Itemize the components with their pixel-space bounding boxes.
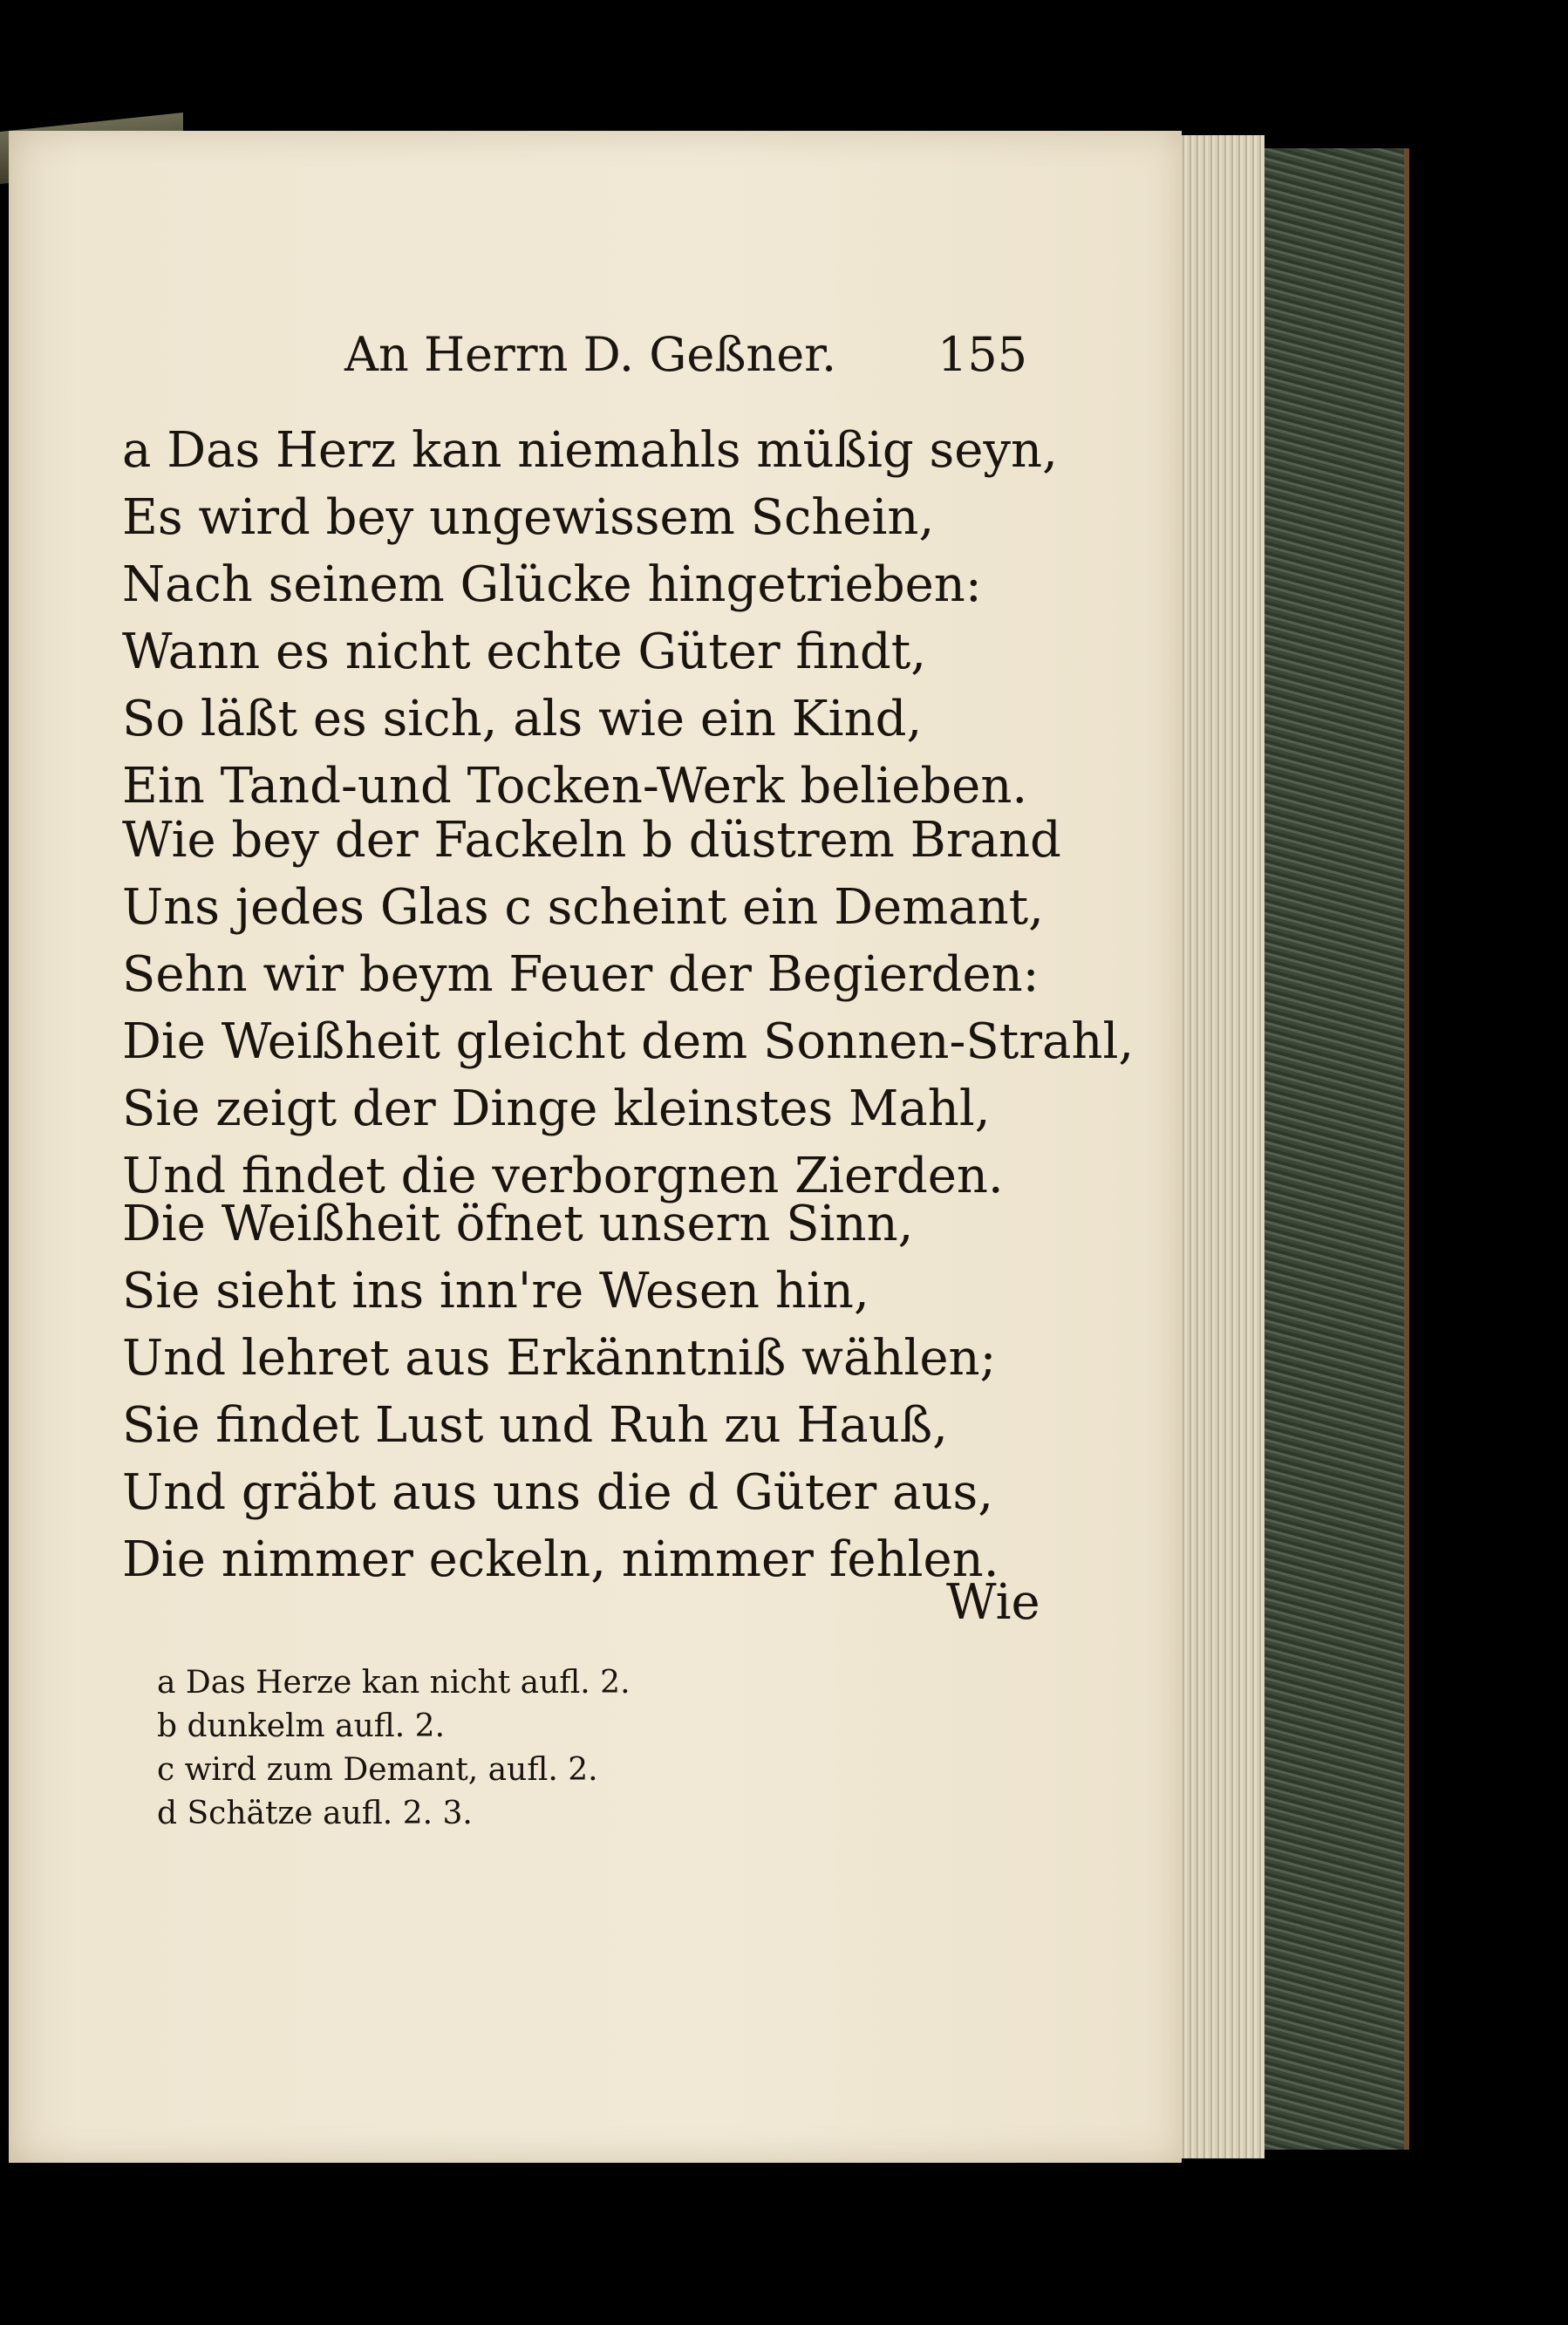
verse-line: Sehn wir beym Feuer der Begierden:: [122, 946, 1040, 1003]
catchword: Wie: [946, 1574, 1040, 1631]
verse-line: So läßt es sich, als wie ein Kind,: [122, 691, 923, 747]
verse-line: Sie zeigt der Dinge kleinstes Mahl,: [122, 1081, 991, 1137]
verse-line: a Das Herz kan niemahls müßig seyn,: [122, 422, 1058, 479]
book-cover-board: [1265, 148, 1409, 2150]
verse-line: Und gräbt aus uns die d Güter aus,: [122, 1464, 994, 1521]
footnotes: [157, 1661, 985, 1836]
verse-line: Die nimmer eckeln, nimmer fehlen.: [122, 1531, 999, 1588]
running-title: An Herrn D. Geßner.: [344, 327, 837, 382]
footnote: a Das Herze kan nicht aufl. 2.: [157, 1665, 631, 1701]
verse-line: Es wird bey ungewissem Schein,: [122, 489, 935, 546]
footnote: b dunkelm aufl. 2.: [157, 1708, 446, 1744]
page-number: 155: [937, 327, 1028, 382]
stanza-2: [122, 807, 1135, 1210]
stanza-3: [122, 1190, 1012, 1593]
verse-line: Die Weißheit gleicht dem Sonnen-Strahl,: [122, 1013, 1135, 1070]
verse-line: Die Weißheit öfnet unsern Sinn,: [122, 1196, 914, 1252]
verse-line: Uns jedes Glas c scheint ein Demant,: [122, 879, 1044, 936]
verse-line: Und lehret aus Erkänntniß wählen;: [122, 1330, 997, 1387]
page-edges: [1173, 135, 1265, 2158]
footnote: d Schätze aufl. 2. 3.: [157, 1796, 473, 1831]
verse-line: Nach seinem Glücke hingetrieben:: [122, 556, 982, 613]
verse-line: Und findet die verborgnen Zierden.: [122, 1148, 1004, 1204]
verse-line: Wann es nicht echte Güter findt,: [122, 624, 927, 680]
verse-line: Wie bey der Fackeln b düstrem Brand: [122, 812, 1061, 869]
verse-line: Sie sieht ins inn're Wesen hin,: [122, 1263, 869, 1319]
stanza-1: [122, 417, 1058, 820]
verse-line: Ein Tand-und Tocken-Werk belieben.: [122, 758, 1028, 815]
running-header: [344, 327, 1042, 397]
verse-line: Sie findet Lust und Ruh zu Hauß,: [122, 1397, 948, 1454]
footnote: c wird zum Demant, aufl. 2.: [157, 1752, 598, 1788]
